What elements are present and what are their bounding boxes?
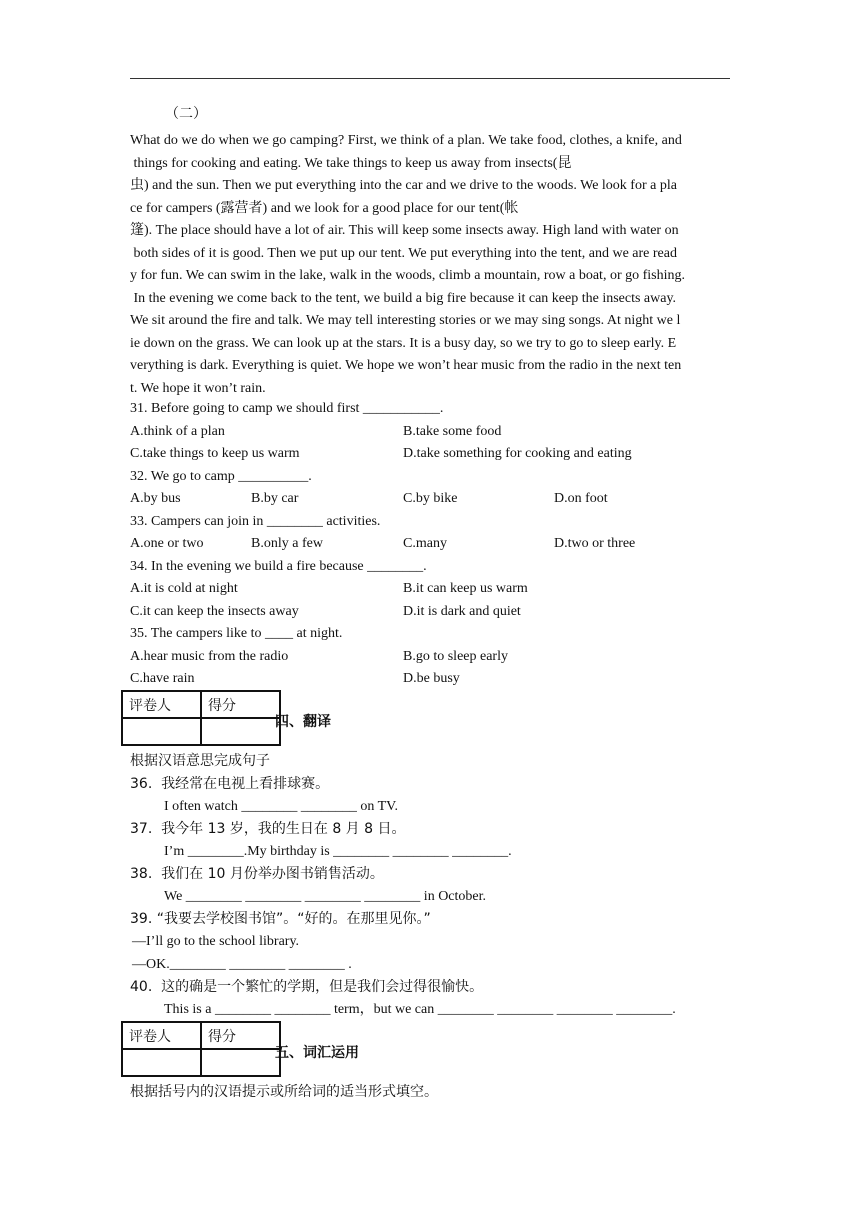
question-38-answer: We ________ ________ ________ ________ in October. — [164, 889, 487, 904]
passage-line: y for fun. We can swim in the lake, walk in the woods, climb a mountain, row a boat, or go fishing. — [130, 268, 686, 283]
q33-option-c: C.many — [403, 536, 447, 551]
question-39-line-1: —I’ll go to the school library. — [132, 934, 300, 949]
passage-line: ce for campers (露营者) and we look for a good place for our tent(帐 — [130, 200, 519, 216]
q35-option-a: A.hear music from the radio — [130, 649, 289, 664]
passage-line: We sit around the fire and talk. We may tell interesting stories or we may sing songs. At night we l — [130, 313, 681, 328]
passage-line: ie down on the grass. We can look up at the stars. It is a busy day, so we try to go to sleep early. E — [130, 335, 677, 351]
passage-line: t. We hope it won’t rain. — [130, 380, 266, 396]
question-39: 39. “我要去学校图书馆”。“好的。在那里见你。” — [130, 911, 431, 927]
question-31: 31. Before going to camp we should first ___________. — [130, 401, 444, 416]
q33-option-b: B.only a few — [251, 536, 323, 551]
passage-line: verything is dark. Everything is quiet. We hope we won’t hear music from the radio in the next ten — [130, 358, 682, 373]
q31-option-d: D.take something for cooking and eating — [403, 446, 632, 461]
grader-cell[interactable] — [122, 1049, 201, 1076]
q33-option-a: A.one or two — [130, 536, 204, 551]
section-4-instruction: 根据汉语意思完成句子 — [130, 753, 270, 769]
q32-option-c: C.by bike — [403, 491, 458, 506]
passage-line: In the evening we come back to the tent, we build a big fire because it can keep the insects away. — [130, 290, 677, 306]
q31-option-c: C.take things to keep us warm — [130, 446, 300, 461]
passage-line: What do we do when we go camping? First, we think of a plan. We take food, clothes, a knife, and — [130, 133, 682, 148]
q33-option-d: D.two or three — [554, 536, 636, 551]
question-40-answer: This is a ________ ________ term，but we can ________ ________ ________ ________. — [164, 1002, 676, 1017]
question-32: 32. We go to camp __________. — [130, 469, 312, 484]
question-36-answer: I often watch ________ ________ on TV. — [164, 799, 398, 814]
passage-line: 虫) and the sun. Then we put everything into the car and we drive to the woods. We look for a pla — [130, 178, 677, 193]
section-4-title: 四、翻译 — [275, 714, 331, 730]
question-37: 37. 我今年 13 岁，我的生日在 8 月 8 日。 — [130, 821, 406, 837]
section-5-instruction: 根据括号内的汉语提示或所给词的适当形式填空。 — [130, 1084, 438, 1100]
q31-option-b: B.take some food — [403, 424, 502, 439]
passage-line: things for cooking and eating. We take things to keep us away from insects(昆 — [130, 155, 572, 171]
score-header: 得分 — [201, 1022, 280, 1049]
q35-option-d: D.be busy — [403, 671, 460, 686]
score-table-2 — [121, 1021, 281, 1077]
q35-option-b: B.go to sleep early — [403, 649, 508, 664]
header-rule — [130, 78, 730, 79]
question-36: 36. 我经常在电视上看排球赛。 — [130, 776, 330, 792]
score-table — [121, 690, 281, 746]
q35-option-c: C.have rain — [130, 671, 195, 686]
q34-option-a: A.it is cold at night — [130, 581, 238, 596]
q34-option-d: D.it is dark and quiet — [403, 604, 521, 619]
part-label: （二） — [165, 106, 207, 122]
grader-header: 评卷人 — [122, 1022, 201, 1049]
passage-line: both sides of it is good. Then we put up our tent. We put everything into the tent, and we are read — [130, 245, 677, 261]
question-39-line-2: —OK.________ ________ ________ . — [132, 957, 352, 972]
q32-option-a: A.by bus — [130, 491, 181, 506]
grader-header: 评卷人 — [122, 691, 201, 718]
question-37-answer: I’m ________.My birthday is ________ ________ ________. — [164, 844, 512, 859]
question-33: 33. Campers can join in ________ activities. — [130, 514, 381, 529]
question-38: 38. 我们在 10 月份举办图书销售活动。 — [130, 866, 384, 882]
question-35: 35. The campers like to ____ at night. — [130, 626, 343, 641]
score-cell[interactable] — [201, 718, 280, 745]
q34-option-c: C.it can keep the insects away — [130, 604, 299, 619]
q31-option-a: A.think of a plan — [130, 424, 225, 439]
q34-option-b: B.it can keep us warm — [403, 581, 528, 596]
question-40: 40. 这的确是一个繁忙的学期，但是我们会过得很愉快。 — [130, 979, 484, 995]
section-5-title: 五、词汇运用 — [275, 1045, 359, 1061]
score-cell[interactable] — [201, 1049, 280, 1076]
q32-option-d: D.on foot — [554, 491, 608, 506]
grader-cell[interactable] — [122, 718, 201, 745]
passage-line: 篷). The place should have a lot of air. This will keep some insects away. High land with water on — [130, 223, 679, 238]
q32-option-b: B.by car — [251, 491, 299, 506]
score-header: 得分 — [201, 691, 280, 718]
reading-passage — [130, 130, 734, 400]
question-34: 34. In the evening we build a fire because ________. — [130, 559, 427, 574]
